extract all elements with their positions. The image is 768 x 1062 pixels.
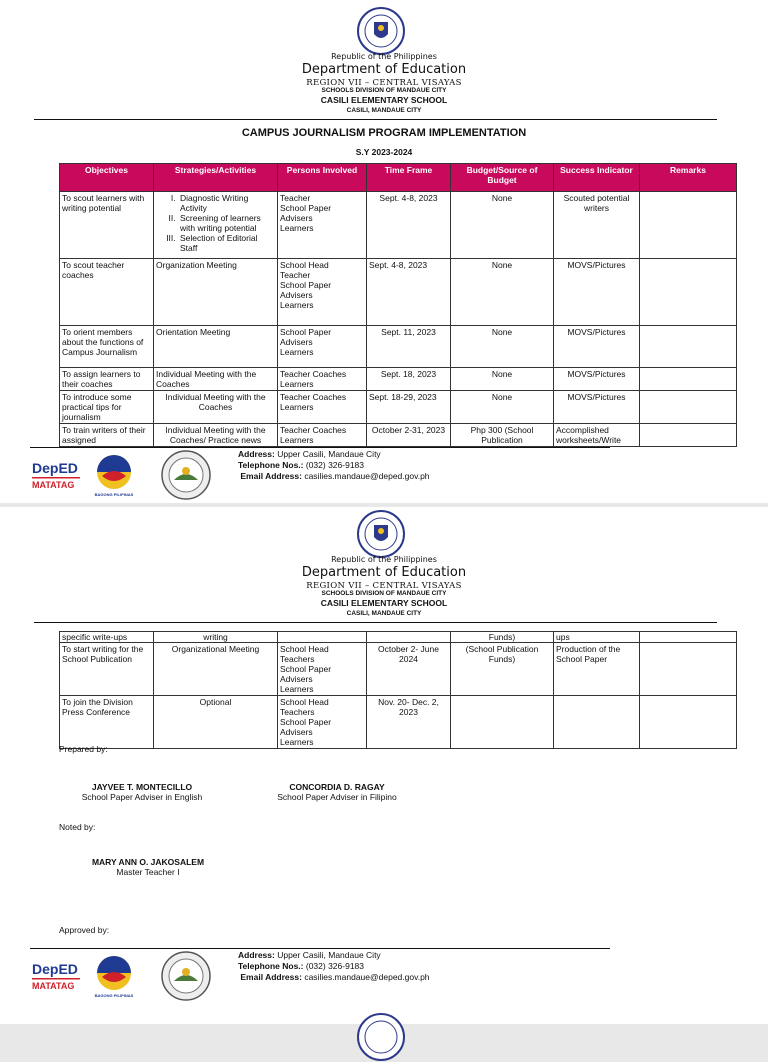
cell-strategies: [154, 192, 278, 259]
cell-time: [367, 632, 451, 643]
cell-strategies: Orientation Meeting: [154, 326, 278, 368]
table-row: [60, 643, 737, 696]
person: Learners: [280, 402, 314, 412]
bagong-pilipinas-text: BAGONG PILIPINAS: [94, 492, 134, 497]
preparer-1-name: JAYVEE T. MONTECILLO: [91, 782, 193, 792]
phone-label: Telephone Nos.:: [238, 460, 304, 470]
program-table-continued: [59, 631, 737, 749]
footer-contact: [238, 950, 430, 983]
matatag-text: MATATAG: [32, 480, 75, 490]
cell-remarks: [640, 643, 737, 696]
school-seal-icon: [160, 951, 212, 1001]
noter-role: Master Teacher I: [116, 867, 180, 877]
cell-indicator: Scouted potential writers: [554, 192, 640, 259]
cell-indicator: [554, 696, 640, 749]
cell-indicator: Accomplished worksheets/Write: [554, 424, 640, 447]
noter-name: MARY ANN O. JAKOSALEM: [91, 857, 205, 867]
noted-label: Noted by:: [59, 822, 96, 832]
cell-remarks: [640, 696, 737, 749]
cell-objective: To train writers of their assigned: [60, 424, 154, 447]
deped-matatag-logo: [30, 457, 82, 493]
preparer-2-name: CONCORDIA D. RAGAY: [289, 782, 385, 792]
person: Learners: [280, 300, 314, 310]
cell-time: Nov. 20- Dec. 2, 2023: [367, 696, 451, 749]
address-label: Address:: [238, 950, 275, 960]
person: Learners: [280, 684, 314, 694]
cell-persons: [278, 424, 367, 447]
header-objectives: Objectives: [60, 164, 154, 192]
page-footer: [0, 449, 768, 504]
page-2: [0, 507, 768, 1024]
deped-matatag-logo: [30, 958, 82, 994]
table-row: [60, 632, 737, 643]
bagong-pilipinas-logo: [88, 953, 140, 999]
header-republic: Republic of the Philippines: [331, 52, 437, 61]
deped-seal-icon: [356, 6, 406, 56]
person: School Head: [280, 644, 329, 654]
cell-budget: None: [451, 192, 554, 259]
deped-logo-text: DepED: [32, 961, 78, 977]
person: Teacher Coaches: [280, 392, 347, 402]
person: Teachers: [280, 707, 315, 717]
footer-divider: [30, 447, 610, 448]
program-table: [59, 163, 737, 447]
table-row: [60, 326, 737, 368]
email-label: Email Address:: [240, 972, 302, 982]
cell-time: October 2- June 2024: [367, 643, 451, 696]
person: Advisers: [280, 727, 313, 737]
cell-persons: [278, 632, 367, 643]
phone-label: Telephone Nos.:: [238, 961, 304, 971]
address-value: Upper Casili, Mandaue City: [277, 449, 381, 459]
cell-budget: Php 300 (School Publication: [451, 424, 554, 447]
header-school: CASILI ELEMENTARY SCHOOL: [320, 598, 448, 608]
header-division: SCHOOLS DIVISION OF MANDAUE CITY: [321, 87, 447, 94]
header-city: CASILI, MANDAUE CITY: [346, 610, 422, 617]
cell-objective: To scout teacher coaches: [60, 259, 154, 326]
phone-value: (032) 326-9183: [305, 460, 365, 470]
preparer-2-role: School Paper Adviser in Filipino: [277, 792, 397, 802]
person: Learners: [280, 435, 314, 445]
footer-contact: [238, 449, 430, 482]
deped-seal-icon: [356, 509, 406, 559]
cell-indicator: MOVS/Pictures: [554, 368, 640, 391]
person: Learners: [280, 737, 314, 747]
page-1: [0, 0, 768, 503]
header-division: SCHOOLS DIVISION OF MANDAUE CITY: [321, 590, 447, 597]
deped-seal-icon: [356, 1012, 406, 1062]
bagong-pilipinas-logo: [88, 452, 140, 498]
person: School Paper Advisers: [280, 280, 332, 300]
person: Learners: [280, 223, 314, 233]
cell-objective: To start writing for the School Publication: [60, 643, 154, 696]
header-budget: Budget/Source of Budget: [451, 164, 554, 192]
cell-time: Sept. 4-8, 2023: [367, 259, 451, 326]
cell-strategies: Organization Meeting: [154, 259, 278, 326]
cell-persons: [278, 643, 367, 696]
person: Learners: [280, 347, 314, 357]
preparer-1-role: School Paper Adviser in English: [81, 792, 203, 802]
table-row: [60, 192, 737, 259]
header-strategies: Strategies/Activities: [154, 164, 278, 192]
cell-persons: [278, 326, 367, 368]
cell-objective: To scout learners with writing potential: [60, 192, 154, 259]
doc-title: CAMPUS JOURNALISM PROGRAM IMPLEMENTATION: [241, 127, 527, 139]
header-remarks: Remarks: [640, 164, 737, 192]
person: Teachers: [280, 654, 315, 664]
page-footer: [0, 950, 768, 1005]
person: School Paper: [280, 664, 332, 674]
cell-strategies: Individual Meeting with the Coaches: [154, 368, 278, 391]
cell-remarks: [640, 368, 737, 391]
cell-budget: Funds): [451, 632, 554, 643]
header-divider: [34, 119, 717, 120]
cell-remarks: [640, 192, 737, 259]
approved-label: Approved by:: [59, 925, 110, 935]
matatag-text: MATATAG: [32, 981, 75, 991]
email-value: casilies.mandaue@deped.gov.ph: [304, 471, 430, 481]
cell-indicator: MOVS/Pictures: [554, 326, 640, 368]
cell-remarks: [640, 424, 737, 447]
person: Teacher: [280, 193, 311, 203]
cell-indicator: Production of the School Paper: [554, 643, 640, 696]
address-label: Address:: [238, 449, 275, 459]
person: School Paper Advisers: [280, 327, 332, 347]
cell-time: October 2-31, 2023: [367, 424, 451, 447]
cell-persons: [278, 391, 367, 424]
cell-objective: To introduce some practical tips for journalism: [60, 391, 154, 424]
preparer-2: [262, 782, 412, 802]
cell-budget: None: [451, 368, 554, 391]
header-persons: Persons Involved: [278, 164, 367, 192]
cell-time: Sept. 18-29, 2023: [367, 391, 451, 424]
cell-strategies: Individual Meeting with the Coaches/ Practice news: [154, 424, 278, 447]
school-year: S.Y 2023-2024: [355, 147, 413, 157]
cell-remarks: [640, 259, 737, 326]
cell-strategies: writing: [154, 632, 278, 643]
person: School Head: [280, 260, 329, 270]
table-row: [60, 368, 737, 391]
header-divider: [34, 622, 717, 623]
person: School Paper: [280, 717, 332, 727]
person: Teacher: [280, 270, 311, 280]
header-indicator: Success Indicator: [554, 164, 640, 192]
school-seal-icon: [160, 450, 212, 500]
cell-budget: [451, 696, 554, 749]
cell-strategies: Optional: [154, 696, 278, 749]
preparer-1: [60, 782, 224, 802]
strategy-item: I. Diagnostic Writing Activity: [178, 193, 275, 213]
person: Teacher Coaches: [280, 369, 347, 379]
cell-budget: (School Publication Funds): [451, 643, 554, 696]
table-row: [60, 259, 737, 326]
cell-budget: None: [451, 259, 554, 326]
header-school: CASILI ELEMENTARY SCHOOL: [320, 95, 448, 105]
cell-strategies: Organizational Meeting: [154, 643, 278, 696]
person: School Paper Advisers: [280, 203, 332, 223]
cell-persons: [278, 696, 367, 749]
cell-objective: specific write-ups: [60, 632, 154, 643]
strategy-item: II. Screening of learners with writing potential: [178, 213, 275, 233]
cell-objective: To orient members about the functions of Campus Journalism: [60, 326, 154, 368]
cell-indicator: ups: [554, 632, 640, 643]
cell-budget: None: [451, 326, 554, 368]
cell-time: Sept. 11, 2023: [367, 326, 451, 368]
address-value: Upper Casili, Mandaue City: [277, 950, 381, 960]
footer-divider: [30, 948, 610, 949]
cell-persons: [278, 192, 367, 259]
cell-time: Sept. 18, 2023: [367, 368, 451, 391]
cell-persons: [278, 368, 367, 391]
cell-indicator: MOVS/Pictures: [554, 391, 640, 424]
email-label: Email Address:: [240, 471, 302, 481]
header-republic: Republic of the Philippines: [331, 555, 437, 564]
cell-remarks: [640, 326, 737, 368]
header-region: REGION VII – CENTRAL VISAYAS: [306, 581, 462, 591]
cell-indicator: MOVS/Pictures: [554, 259, 640, 326]
table-row: [60, 424, 737, 447]
cell-budget: None: [451, 391, 554, 424]
header-city: CASILI, MANDAUE CITY: [346, 107, 422, 114]
noter: [72, 857, 224, 877]
table-row: [60, 391, 737, 424]
header-time: Time Frame: [367, 164, 451, 192]
person: Learners: [280, 379, 314, 389]
cell-objective: To join the Division Press Conference: [60, 696, 154, 749]
table-row: [60, 696, 737, 749]
cell-persons: [278, 259, 367, 326]
person: Teacher Coaches: [280, 425, 347, 435]
header-region: REGION VII – CENTRAL VISAYAS: [306, 78, 462, 88]
cell-remarks: [640, 391, 737, 424]
person: Advisers: [280, 674, 313, 684]
header-department: Department of Education: [301, 62, 467, 77]
cell-remarks: [640, 632, 737, 643]
cell-strategies: Individual Meeting with the Coaches: [154, 391, 278, 424]
table-header-row: [60, 164, 737, 192]
strategy-item: III. Selection of Editorial Staff: [178, 233, 275, 253]
header-department: Department of Education: [301, 565, 467, 580]
person: School Head: [280, 697, 329, 707]
phone-value: (032) 326-9183: [305, 961, 365, 971]
deped-logo-text: DepED: [32, 460, 78, 476]
cell-objective: To assign learners to their coaches: [60, 368, 154, 391]
bagong-pilipinas-text: BAGONG PILIPINAS: [94, 993, 134, 998]
cell-time: Sept. 4-8, 2023: [367, 192, 451, 259]
prepared-label: Prepared by:: [59, 744, 108, 754]
email-value: casilies.mandaue@deped.gov.ph: [304, 972, 430, 982]
